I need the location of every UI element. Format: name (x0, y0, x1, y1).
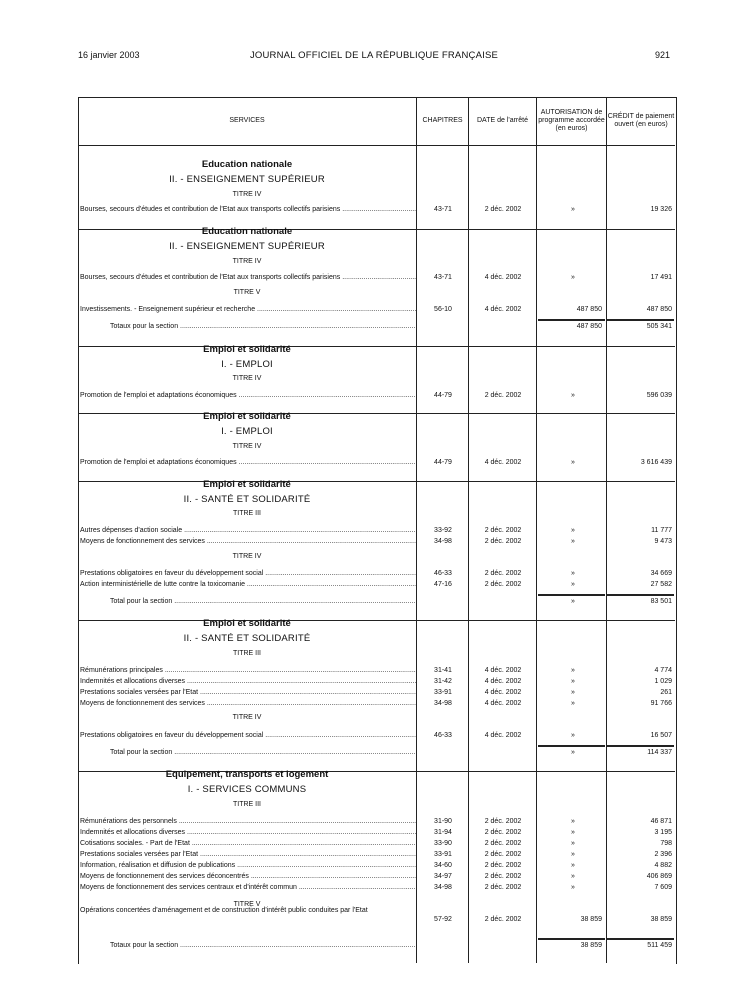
row-label: Information, réalisation et diffusion de publications ..... (80, 860, 416, 871)
titre-heading: TITRE IV (232, 258, 262, 265)
row-label: Prestations sociales versées par l'Etat ..... (80, 849, 416, 860)
chapter-code: 44-79 (434, 392, 452, 399)
decree-date: 2 déc. 2002 (484, 570, 522, 577)
header-date: 16 janvier 2003 (78, 50, 140, 60)
chapter-code: 31-94 (434, 829, 452, 836)
col-header-services: SERVICES (229, 117, 265, 124)
titre-heading: TITRE III (233, 510, 261, 517)
chapter-code: 46-33 (434, 570, 452, 577)
row-label: Moyens de fonctionnement des services centraux et d'intérêt commun ..... (80, 882, 416, 893)
decree-date: 4 déc. 2002 (484, 667, 522, 674)
titre-heading: TITRE V (233, 901, 261, 908)
autorisation-value: » (571, 570, 575, 577)
autorisation-value: » (571, 749, 575, 756)
row-label: Cotisations sociales. - Part de l'Etat ..... (80, 838, 416, 849)
credit-value: 2 396 (654, 851, 672, 858)
chapter-code: 34-98 (434, 884, 452, 891)
row-label: Investissements. - Enseignement supérieur et recherche ..... (80, 304, 416, 315)
decree-date: 4 déc. 2002 (484, 700, 522, 707)
decree-date: 2 déc. 2002 (484, 392, 522, 399)
chapter-code: 34-97 (434, 873, 452, 880)
titre-heading: TITRE IV (232, 443, 262, 450)
row-label: Bourses, secours d'études et contribution de l'Etat aux transports collectifs parisiens ..... (80, 272, 416, 283)
autorisation-value: » (571, 392, 575, 399)
decree-date: 2 déc. 2002 (484, 527, 522, 534)
table-row (78, 882, 675, 893)
table-row (78, 525, 675, 536)
ministry-heading: Emploi et solidarité (203, 479, 291, 490)
col-header-credit: CRÉDIT de paiement ouvert (en euros) (607, 113, 675, 128)
row-label: Prestations obligatoires en faveur du développement social ..... (80, 568, 416, 579)
program-heading: II. - SANTÉ ET SOLIDARITÉ (183, 633, 311, 644)
row-label: Rémunérations des personnels ..... (80, 816, 416, 827)
credit-value: 261 (660, 689, 672, 696)
decree-date: 4 déc. 2002 (484, 274, 522, 281)
row-label: Prestations obligatoires en faveur du développement social ..... (80, 730, 416, 741)
decree-date: 2 déc. 2002 (484, 829, 522, 836)
table-row (78, 838, 675, 849)
row-label: Moyens de fonctionnement des services ..... (80, 698, 416, 709)
decree-date: 2 déc. 2002 (484, 206, 522, 213)
total-row (78, 596, 675, 607)
credit-value: 11 777 (651, 527, 672, 534)
row-label: Prestations sociales versées par l'Etat ..... (80, 687, 416, 698)
row-label: Autres dépenses d'action sociale ..... (80, 525, 416, 536)
credit-value: 596 039 (646, 392, 672, 399)
titre-heading: TITRE V (233, 289, 261, 296)
decree-date: 4 déc. 2002 (484, 678, 522, 685)
autorisation-value: 487 850 (576, 323, 602, 330)
journal-title: JOURNAL OFFICIEL DE LA RÉPUBLIQUE FRANÇAISE (249, 50, 499, 61)
chapter-code: 43-71 (434, 206, 452, 213)
credit-value: 3 195 (654, 829, 672, 836)
total-rule (538, 319, 605, 321)
row-label: Opérations concertées d'aménagement et de construction d'intérêt public conduites par l'Etat (80, 907, 368, 914)
table-row (78, 827, 675, 838)
header-rule (78, 145, 675, 146)
decree-date: 4 déc. 2002 (484, 306, 522, 313)
autorisation-value: » (571, 818, 575, 825)
credit-value: 16 507 (650, 732, 672, 739)
row-label: Total pour la section ..... (110, 747, 416, 758)
chapter-code: 31-42 (434, 678, 452, 685)
autorisation-value: » (571, 206, 575, 213)
row-label: Promotion de l'emploi et adaptations économiques ..... (80, 457, 416, 468)
program-heading: II. - ENSEIGNEMENT SUPÉRIEUR (169, 174, 325, 185)
credit-value: 3 616 439 (640, 459, 672, 466)
chapter-code: 33-92 (434, 527, 452, 534)
table-row (78, 665, 675, 676)
total-row (78, 321, 675, 332)
program-heading: I. - EMPLOI (221, 426, 273, 437)
autorisation-value: » (571, 840, 575, 847)
autorisation-value: 487 850 (576, 306, 602, 313)
table-row (78, 457, 675, 468)
col-header-autorisation: AUTORISATION de programme accordée (en euros) (538, 109, 605, 132)
decree-date: 2 déc. 2002 (484, 538, 522, 545)
ministry-heading: Emploi et solidarité (203, 618, 291, 629)
total-rule (607, 745, 674, 747)
credit-value: 114 337 (647, 749, 672, 756)
titre-heading: TITRE III (233, 650, 261, 657)
ministry-heading: Emploi et solidarité (203, 411, 291, 422)
table-row (78, 730, 675, 741)
chapter-code: 57-92 (434, 916, 452, 923)
credit-value: 19 326 (650, 206, 672, 213)
credit-value: 4 774 (654, 667, 672, 674)
credit-value: 17 491 (650, 274, 672, 281)
autorisation-value: » (571, 667, 575, 674)
row-label: Indemnités et allocations diverses ..... (80, 827, 416, 838)
chapter-code: 46-33 (434, 732, 452, 739)
credit-value: 798 (660, 840, 672, 847)
program-heading: II. - ENSEIGNEMENT SUPÉRIEUR (169, 241, 325, 252)
table-row (78, 871, 675, 882)
decree-date: 4 déc. 2002 (484, 459, 522, 466)
credit-value: 27 582 (650, 581, 672, 588)
chapter-code: 34-98 (434, 538, 452, 545)
credit-value: 7 609 (654, 884, 672, 891)
autorisation-value: » (571, 829, 575, 836)
titre-heading: TITRE IV (232, 191, 262, 198)
chapter-code: 43-71 (434, 274, 452, 281)
table-row (78, 304, 675, 315)
table-row (78, 204, 675, 215)
credit-value: 46 871 (650, 818, 672, 825)
chapter-code: 56-10 (434, 306, 452, 313)
credit-value: 1 029 (654, 678, 672, 685)
col-header-date: DATE de l'arrêté (476, 117, 528, 124)
autorisation-value: » (571, 678, 575, 685)
decree-date: 2 déc. 2002 (484, 818, 522, 825)
page-number: 921 (654, 50, 670, 60)
table-row (78, 687, 675, 698)
row-label: Moyens de fonctionnement des services ..... (80, 536, 416, 547)
row-label: Moyens de fonctionnement des services déconcentrés ..... (80, 871, 416, 882)
decree-date: 2 déc. 2002 (484, 916, 522, 923)
total-rule (607, 938, 674, 940)
decree-date: 4 déc. 2002 (484, 689, 522, 696)
row-label: Totaux pour la section ..... (110, 321, 416, 332)
table-row (78, 860, 675, 871)
titre-heading: TITRE III (233, 801, 261, 808)
row-label: Action interministérielle de lutte contre la toxicomanie ..... (80, 579, 416, 590)
autorisation-value: 38 859 (580, 942, 602, 949)
autorisation-value: » (571, 873, 575, 880)
row-label: Total pour la section ..... (110, 596, 416, 607)
credit-value: 406 869 (646, 873, 672, 880)
autorisation-value: » (571, 851, 575, 858)
autorisation-value: » (571, 459, 575, 466)
titre-heading: TITRE IV (232, 714, 262, 721)
chapter-code: 31-41 (434, 667, 452, 674)
chapter-code: 44-79 (434, 459, 452, 466)
credit-value: 38 859 (650, 916, 672, 923)
row-label: Promotion de l'emploi et adaptations économiques ..... (80, 390, 416, 401)
chapter-code: 31-90 (434, 818, 452, 825)
titre-heading: TITRE IV (232, 553, 262, 560)
chapter-code: 34-60 (434, 862, 452, 869)
total-rule (607, 319, 674, 321)
titre-heading: TITRE IV (232, 375, 262, 382)
table-row (78, 816, 675, 827)
credit-value: 91 766 (650, 700, 672, 707)
autorisation-value: 38 859 (580, 916, 602, 923)
ministry-heading: Education nationale (201, 226, 293, 237)
decree-date: 4 déc. 2002 (484, 732, 522, 739)
program-heading: I. - EMPLOI (221, 359, 273, 370)
ministry-heading: Education nationale (201, 159, 293, 170)
total-rule (607, 594, 674, 596)
chapter-code: 33-91 (434, 851, 452, 858)
row-label: Rémunérations principales ..... (80, 665, 416, 676)
autorisation-value: » (571, 700, 575, 707)
table-row (78, 914, 675, 925)
col-header-chapitres: CHAPITRES (422, 117, 463, 124)
credit-value: 511 459 (647, 942, 672, 949)
autorisation-value: » (571, 538, 575, 545)
autorisation-value: » (571, 598, 575, 605)
ministry-heading: Equipement, transports et logement (165, 769, 329, 780)
decree-date: 2 déc. 2002 (484, 840, 522, 847)
autorisation-value: » (571, 732, 575, 739)
autorisation-value: » (571, 689, 575, 696)
row-label: Indemnités et allocations diverses ..... (80, 676, 416, 687)
autorisation-value: » (571, 862, 575, 869)
total-rule (538, 745, 605, 747)
ministry-heading: Emploi et solidarité (203, 344, 291, 355)
table-row (78, 272, 675, 283)
total-rule (538, 938, 605, 940)
credit-value: 34 669 (650, 570, 672, 577)
decree-date: 2 déc. 2002 (484, 873, 522, 880)
chapter-code: 34-98 (434, 700, 452, 707)
table-row (78, 536, 675, 547)
table-row (78, 698, 675, 709)
row-label: Totaux pour la section ..... (110, 940, 416, 951)
table-row (78, 390, 675, 401)
decree-date: 2 déc. 2002 (484, 884, 522, 891)
credit-value: 505 341 (646, 323, 672, 330)
chapter-code: 33-91 (434, 689, 452, 696)
program-heading: I. - SERVICES COMMUNS (187, 784, 307, 795)
table-row (78, 579, 675, 590)
chapter-code: 33-90 (434, 840, 452, 847)
credit-value: 4 882 (654, 862, 672, 869)
credit-value: 83 501 (650, 598, 672, 605)
autorisation-value: » (571, 274, 575, 281)
total-row (78, 747, 675, 758)
row-label: Bourses, secours d'études et contribution de l'Etat aux transports collectifs parisiens ..... (80, 204, 416, 215)
decree-date: 2 déc. 2002 (484, 862, 522, 869)
program-heading: II. - SANTÉ ET SOLIDARITÉ (183, 494, 311, 505)
autorisation-value: » (571, 884, 575, 891)
credit-value: 9 473 (654, 538, 672, 545)
autorisation-value: » (571, 581, 575, 588)
total-row (78, 940, 675, 951)
decree-date: 2 déc. 2002 (484, 851, 522, 858)
table-row (78, 676, 675, 687)
total-rule (538, 594, 605, 596)
autorisation-value: » (571, 527, 575, 534)
table-row (78, 849, 675, 860)
decree-date: 2 déc. 2002 (484, 581, 522, 588)
table-row (78, 568, 675, 579)
credit-value: 487 850 (646, 306, 672, 313)
chapter-code: 47-16 (434, 581, 452, 588)
